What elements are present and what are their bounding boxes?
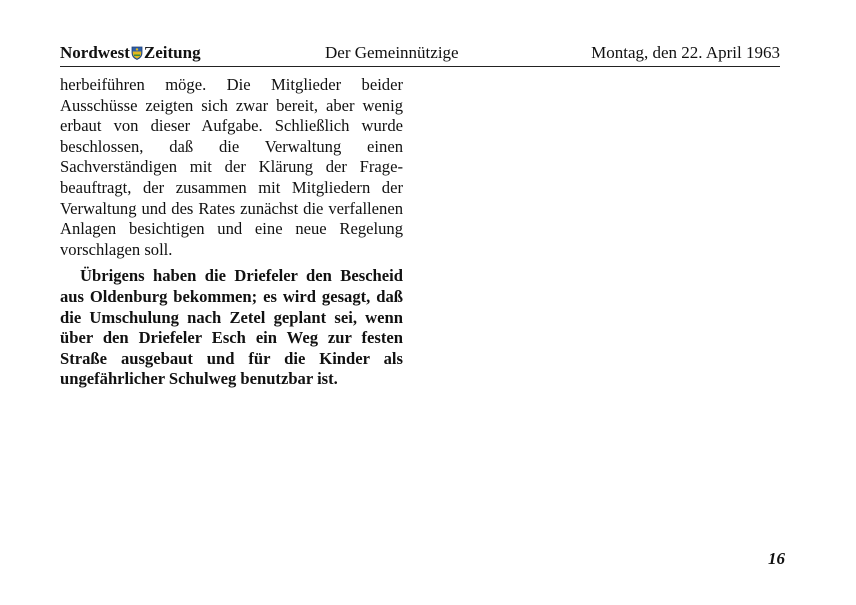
masthead-name-part2: Zeitung [143,43,201,62]
masthead-name-part1: Nordwest [60,43,130,62]
article-paragraph: herbeiführen möge. Die Mitglieder beider Ausschüsse zeigten sich zwar bereit, aber wenig erbaut von dieser Aufgabe. Schließlich wurde beschlossen, daß die Verwaltung einen Sachverständigen mit der Klärung der Fragebeauftragt, der zusammen mit Mitgliedern der Verwaltung und des Rates zunächst die verfallenen Anlagen besichtigen und eine neue Regelung vorschlagen soll. [60,75,403,259]
issue-date: Montag, den 22. April 1963 [591,43,780,62]
coat-of-arms-icon [131,45,143,65]
issue-title: Der Gemeinnützige [325,43,459,62]
newspaper-masthead [60,43,201,65]
page-number: 16 [768,549,785,568]
article-column [60,75,403,390]
page-header [60,42,780,67]
article-paragraph-bold: Übrigens haben die Driefeler den Bescheid aus Oldenburg bekommen; es wird gesagt, daß die Umschulung nach Zetel geplant sei, wenn über den Driefeler Esch ein Weg zur festen Straße ausgebaut und für die Kinder als ungefährlicher Schulweg benutzbar ist. [60,266,403,389]
